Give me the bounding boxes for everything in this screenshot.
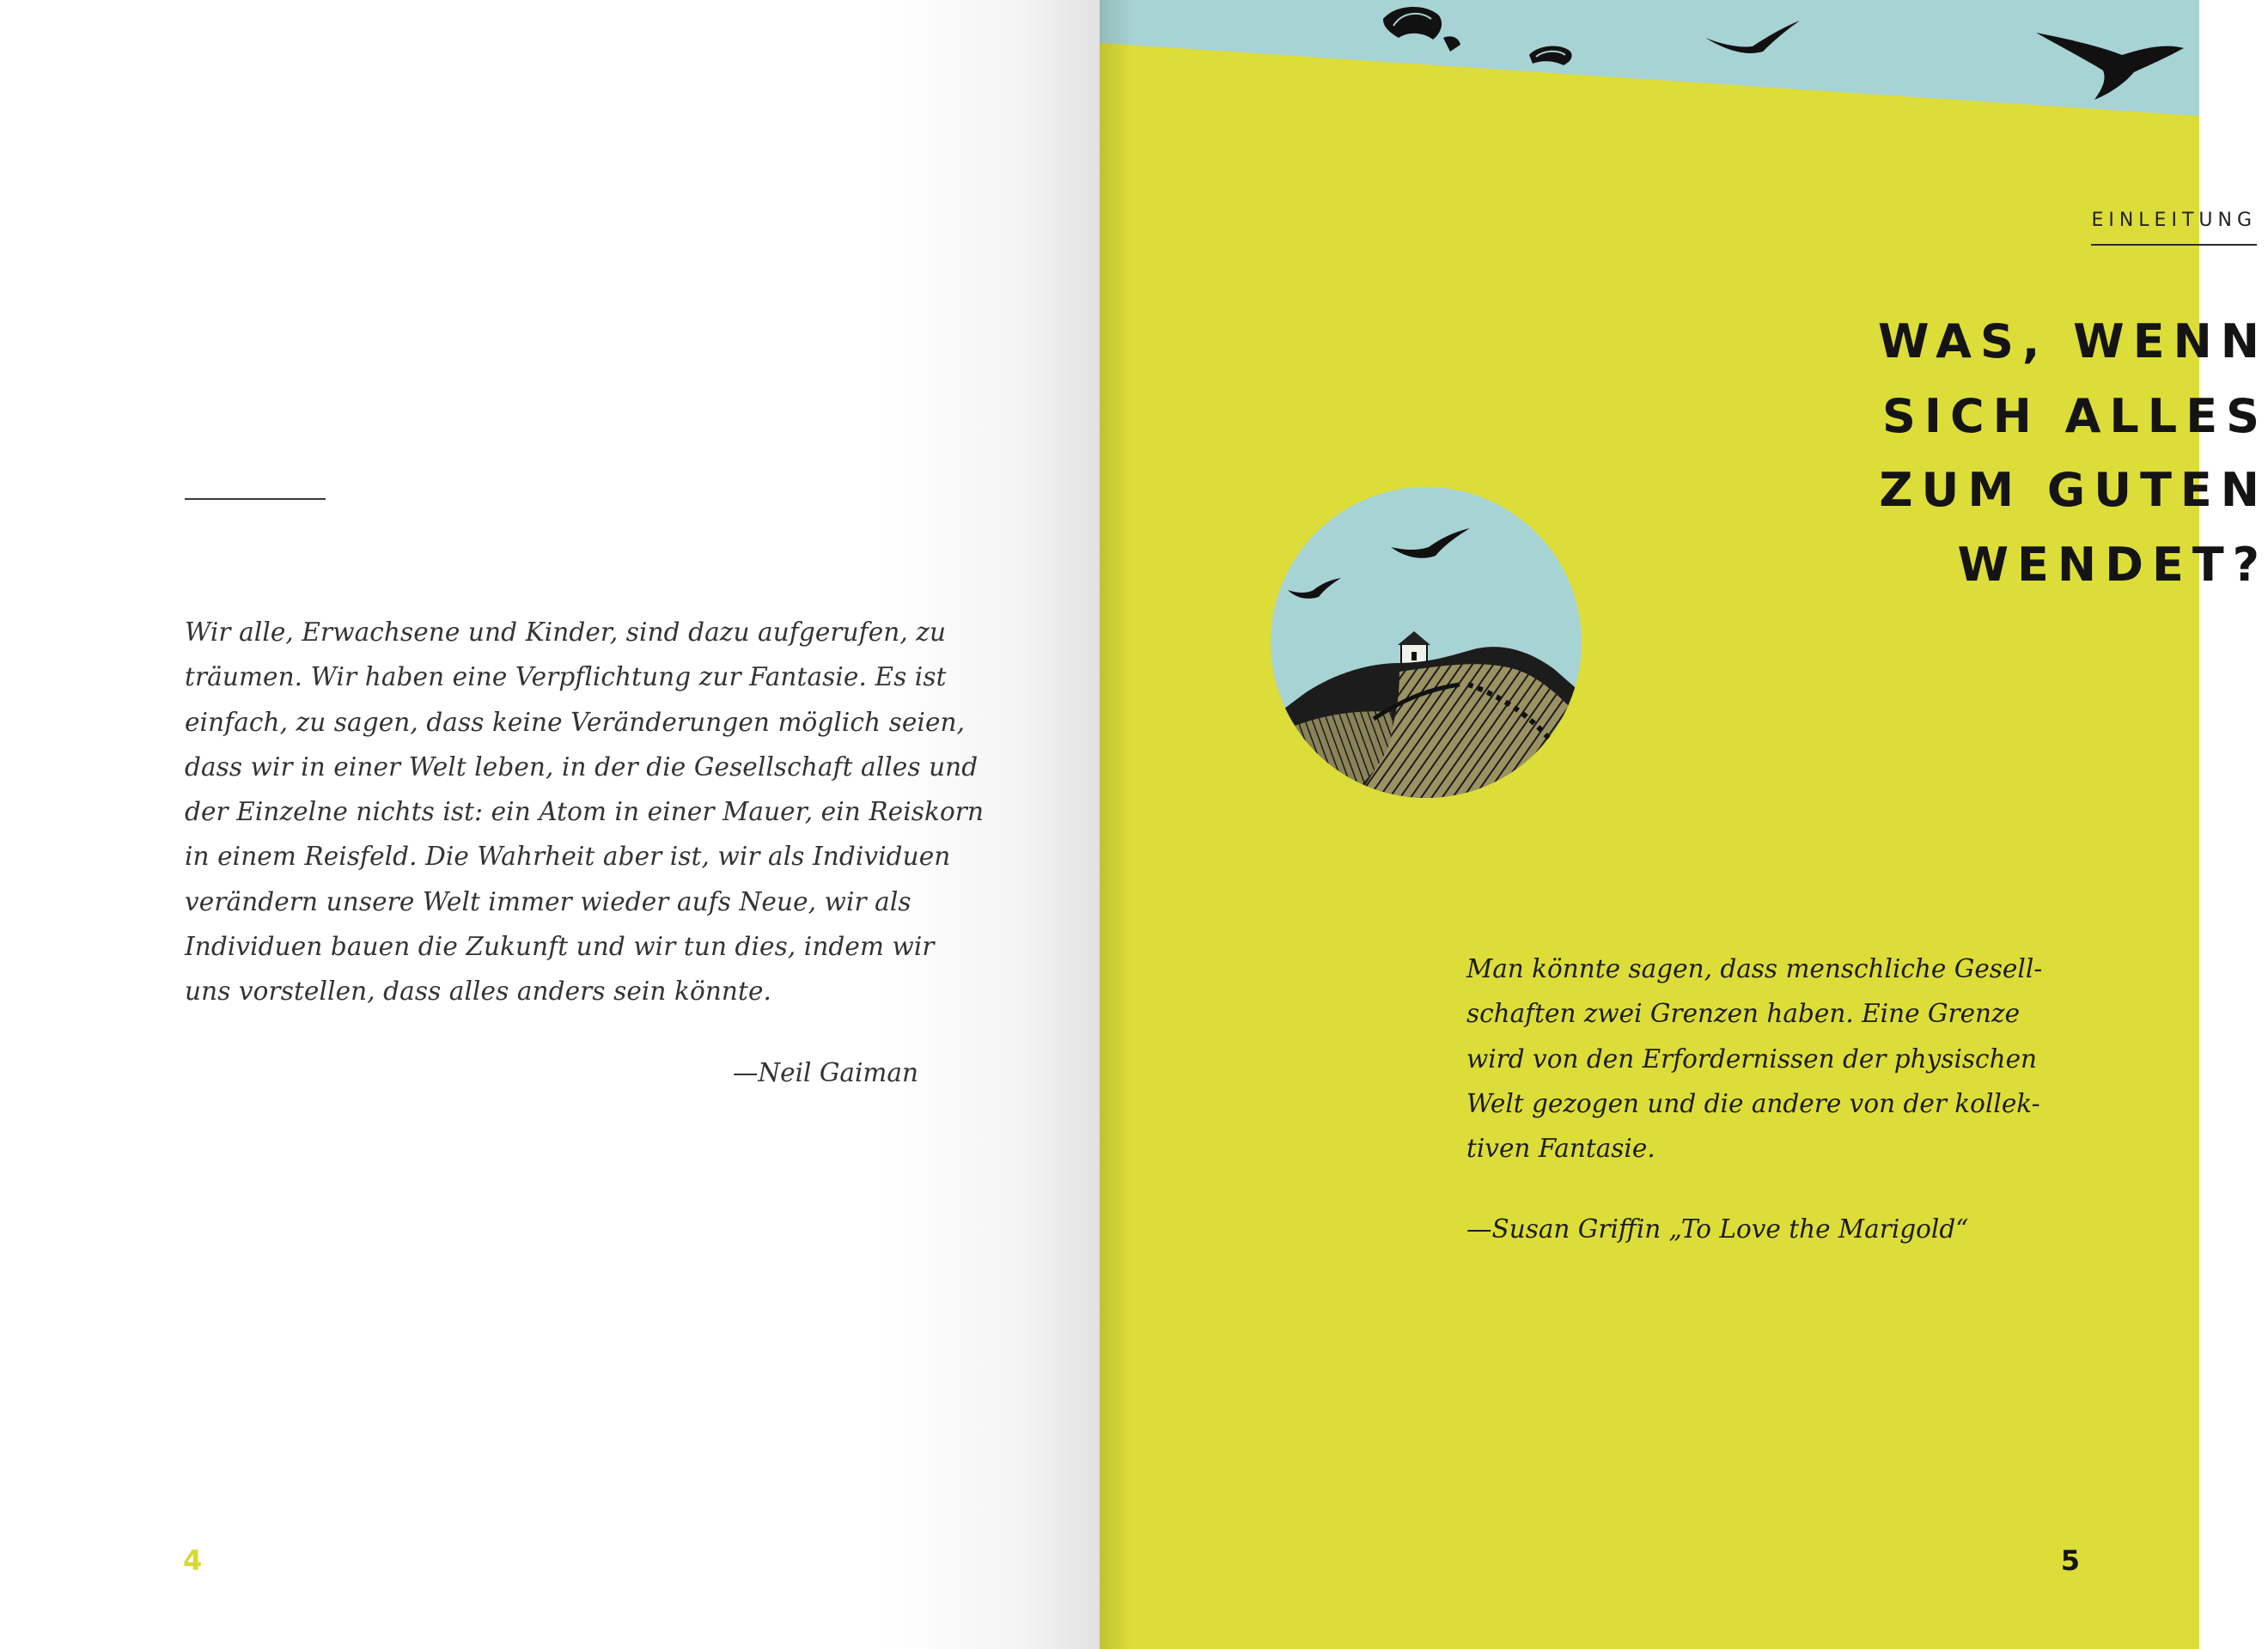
decorative-rule xyxy=(185,498,326,500)
page-number: 4 xyxy=(183,1544,203,1577)
quote-author: —Neil Gaiman xyxy=(732,1058,918,1087)
quote-line: Wir alle, Erwachsene und Kinder, sind dazu aufgerufen, zu xyxy=(185,618,947,647)
epigraph-quote xyxy=(1466,946,2085,1171)
headline-line: WAS, WENN xyxy=(1878,314,2268,368)
quote-line: Welt gezogen und die andere von der kollek- xyxy=(1466,1088,2040,1118)
quote-line: wird von den Erfordernissen der physischen xyxy=(1466,1044,2038,1074)
epigraph-quote xyxy=(185,610,985,1014)
headline-line: WENDET? xyxy=(1957,537,2268,592)
section-underline xyxy=(2091,244,2257,246)
quote-author: —Susan Griffin „To Love the Marigold“ xyxy=(1466,1214,1969,1244)
headline-line: SICH ALLES xyxy=(1882,388,2268,443)
right-page xyxy=(1100,0,2268,1649)
hill-with-chapel-illustration xyxy=(1271,487,1582,798)
quote-line: dass wir in einer Welt leben, in der die Gesellschaft alles und xyxy=(185,751,979,782)
headline-line: ZUM GUTEN xyxy=(1879,463,2268,517)
quote-line: der Einzelne nichts ist: ein Atom in einer Mauer, ein Reiskorn xyxy=(185,797,985,827)
gutter-shadow xyxy=(1100,0,1134,1649)
quote-line: schaften zwei Grenzen haben. Eine Grenze xyxy=(1466,999,2021,1029)
left-page xyxy=(0,0,1100,1649)
birds-over-sky-illustration xyxy=(1100,0,2199,120)
quote-line: tiven Fantasie. xyxy=(1466,1134,1655,1164)
quote-line: einfach, zu sagen, dass keine Veränderungen möglich seien, xyxy=(185,707,966,737)
chapter-headline xyxy=(1546,305,2268,602)
quote-line: Man könnte sagen, dass menschliche Gesell- xyxy=(1466,954,2043,983)
quote-line: träumen. Wir haben eine Verpflichtung zur Fantasie. Es ist xyxy=(185,662,947,692)
page-number: 5 xyxy=(2060,1544,2080,1577)
section-label: EINLEITUNG xyxy=(2091,210,2257,231)
quote-line: in einem Reisfeld. Die Wahrheit aber ist, wir als Individuen xyxy=(185,842,951,872)
quote-line: verändern unsere Welt immer wieder aufs Neue, wir als xyxy=(185,886,911,916)
quote-line: Individuen bauen die Zukunft und wir tun dies, indem wir xyxy=(185,932,935,962)
quote-line: uns vorstellen, dass alles anders sein könnte. xyxy=(185,977,772,1007)
